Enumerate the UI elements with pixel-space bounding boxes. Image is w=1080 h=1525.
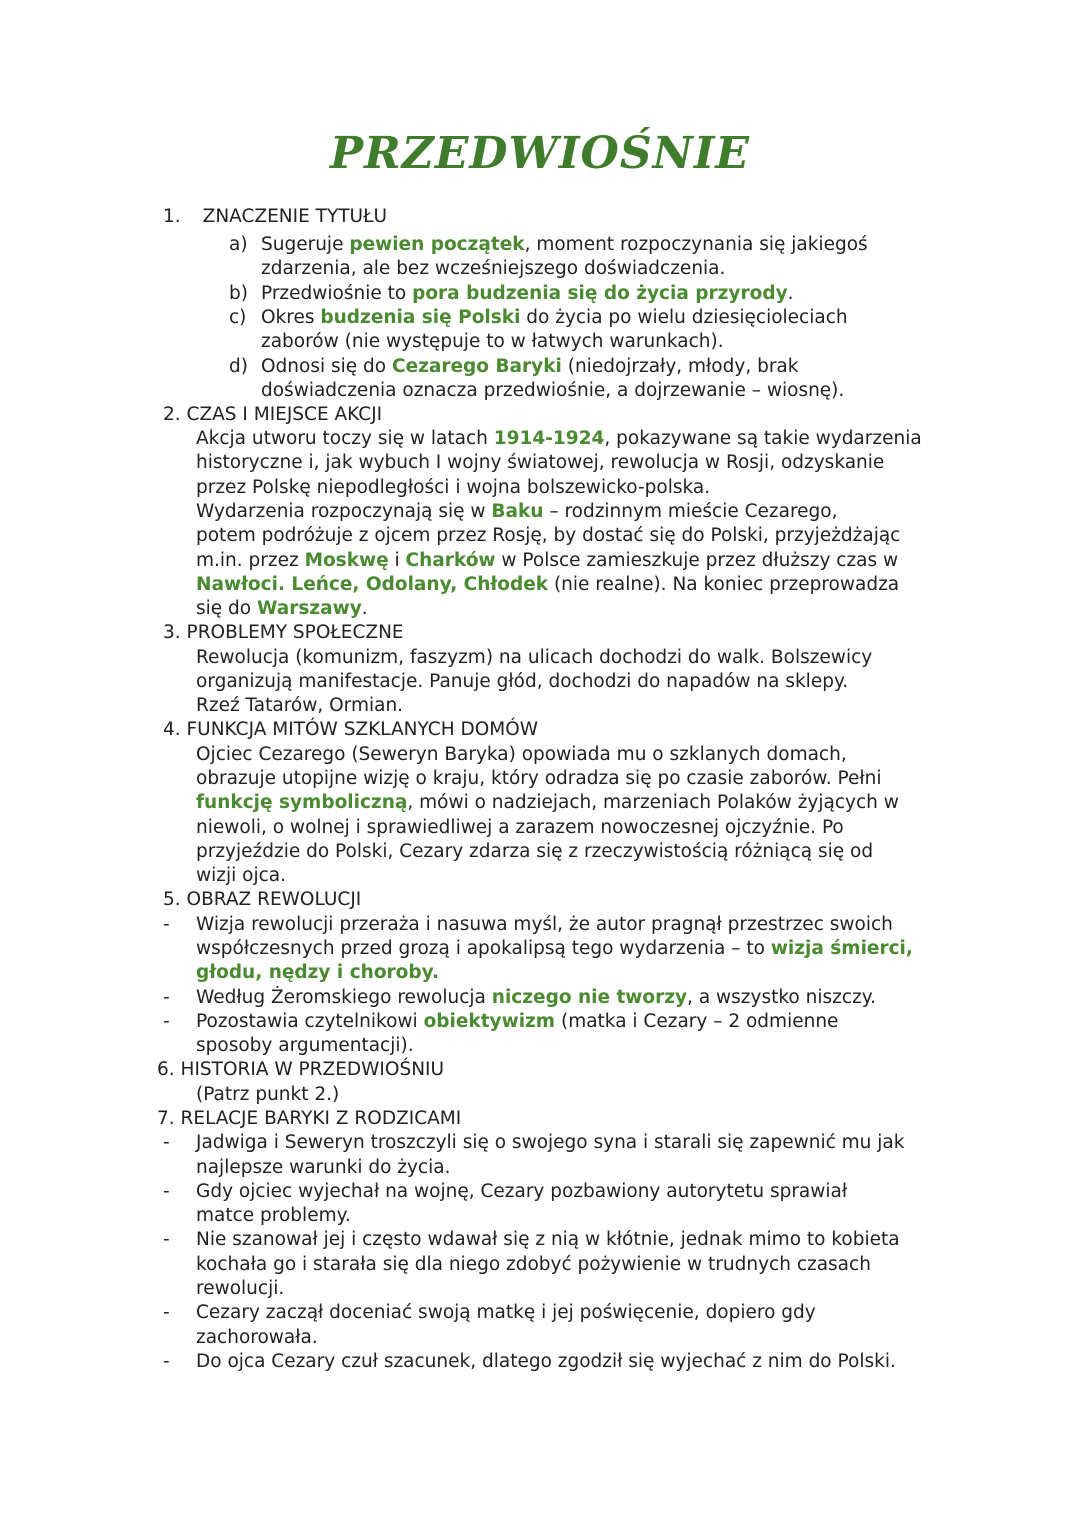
- paragraph-line: [196, 427, 922, 451]
- paragraph-line: obrazuje utopijne wizję o kraju, który odradza się po czasie zaborów. Pełni: [196, 768, 882, 789]
- section-2-heading: 2. CZAS I MIEJSCE AKCJI: [163, 404, 383, 425]
- highlight: Baku: [491, 501, 544, 522]
- bullet-dash: -: [163, 1229, 170, 1250]
- section-5-heading: 5. OBRAZ REWOLUCJI: [163, 889, 362, 910]
- highlight: 1914-1924: [493, 428, 605, 449]
- bullet-text: zachorowała.: [196, 1327, 318, 1348]
- list-item-d-text: [261, 355, 798, 379]
- list-item-d: [229, 355, 248, 379]
- paragraph-line: przyjeździe do Polski, Cezary zdarza się z rzeczywistością różniącą się od: [196, 841, 874, 862]
- section-title: ZNACZENIE TYTUŁU: [202, 206, 388, 227]
- text: Według Żeromskiego rewolucja: [196, 987, 492, 1008]
- bullet-dash: -: [163, 1132, 170, 1153]
- text: , a wszystko niszczy.: [687, 987, 876, 1008]
- bullet-text: najlepsze warunki do życia.: [196, 1157, 451, 1178]
- paragraph-line: Ojciec Cezarego (Seweryn Baryka) opowiada mu o szklanych domach,: [196, 744, 847, 765]
- text: , moment rozpoczynania się jakiegoś: [524, 234, 868, 255]
- list-item-a: [229, 233, 248, 257]
- highlight: Warszawy: [256, 598, 362, 619]
- text: Sugeruje: [261, 234, 350, 255]
- section-number: 1.: [163, 206, 181, 227]
- bullet-dash: -: [163, 987, 170, 1008]
- highlight: budzenia się Polski: [320, 307, 521, 328]
- text: Pozostawia czytelnikowi: [196, 1011, 424, 1032]
- list-item-c: [229, 306, 246, 330]
- list-item-a-line2: zdarzenia, ale bez wcześniejszego doświadczenia.: [261, 258, 726, 279]
- bullet-text: [196, 961, 439, 985]
- section-3-heading: 3. PROBLEMY SPOŁECZNE: [163, 622, 404, 643]
- paragraph-line: wizji ojca.: [196, 865, 286, 886]
- bullet-text: Jadwiga i Seweryn troszczyli się o swojego syna i starali się zapewnić mu jak: [196, 1132, 905, 1153]
- text: się do: [196, 598, 257, 619]
- text: , pokazywane są takie wydarzenia: [604, 428, 922, 449]
- highlight: niczego nie tworzy: [491, 987, 688, 1008]
- list-item-b-text: [261, 282, 794, 306]
- paragraph-line: niewoli, o wolnej i sprawiedliwej a zarazem nowoczesnej ojczyźnie. Po: [196, 817, 844, 838]
- bullet-dash: -: [163, 1351, 170, 1372]
- text: .: [361, 598, 368, 619]
- bullet-text: Wizja rewolucji przeraża i nasuwa myśl, że autor pragnął przestrzec swoich: [196, 914, 893, 935]
- paragraph-line: [196, 573, 899, 597]
- bullet-text: [196, 937, 913, 961]
- bullet-text: Gdy ojciec wyjechał na wojnę, Cezary pozbawiony autorytetu sprawiał: [196, 1181, 848, 1202]
- highlight: pora budzenia się do życia przyrody: [412, 283, 788, 304]
- text: Akcja utworu toczy się w latach: [196, 428, 494, 449]
- text: m.in. przez: [196, 550, 305, 571]
- section-7-heading: 7. RELACJE BARYKI Z RODZICAMI: [157, 1108, 462, 1129]
- highlight: Cezarego Baryki: [392, 356, 562, 377]
- highlight: Nawłoci. Leńce, Odolany, Chłodek: [196, 574, 549, 595]
- paragraph-line: [196, 500, 838, 524]
- item-label: d): [229, 356, 248, 377]
- item-label: b): [229, 283, 248, 304]
- text: współczesnych przed grozą i apokalipsą tego wydarzenia – to: [196, 938, 771, 959]
- bullet-text: [196, 986, 876, 1010]
- bullet-dash: -: [163, 1011, 170, 1032]
- bullet-text: [196, 1010, 838, 1034]
- text: .: [787, 283, 794, 304]
- text: Okres: [261, 307, 321, 328]
- text: Odnosi się do: [261, 356, 392, 377]
- list-item-c-line2: zaborów (nie występuje to w łatwych warunkach).: [261, 331, 724, 352]
- bullet-text: Do ojca Cezary czuł szacunek, dlatego zgodził się wyjechać z nim do Polski.: [196, 1351, 896, 1372]
- list-item-d-line2: doświadczenia oznacza przedwiośnie, a dojrzewanie – wiosnę).: [261, 380, 845, 401]
- text: (niedojrzały, młody, brak: [561, 356, 799, 377]
- text: , mówi o nadziejach, marzeniach Polaków żyjących w: [407, 792, 899, 813]
- bullet-text: kochała go i starała się dla niego zdobyć pożywienie w trudnych czasach: [196, 1254, 871, 1275]
- bullet-text: rewolucji.: [196, 1278, 285, 1299]
- bullet-dash: -: [163, 1181, 170, 1202]
- list-item-b: [229, 282, 248, 306]
- text: i: [388, 550, 406, 571]
- bullet-text: Cezary zaczął doceniać swoją matkę i jej poświęcenie, dopiero gdy: [196, 1302, 816, 1323]
- text: – rodzinnym mieście Cezarego,: [543, 501, 838, 522]
- bullet-text: Nie szanował jej i często wdawał się z nią w kłótnie, jednak mimo to kobieta: [196, 1229, 900, 1250]
- highlight: głodu, nędzy i choroby.: [196, 962, 440, 983]
- highlight: wizja śmierci,: [770, 938, 913, 959]
- text: w Polsce zamieszkuje przez dłuższy czas w: [495, 550, 899, 571]
- list-item-c-text: [261, 306, 848, 330]
- item-label: c): [229, 307, 247, 328]
- item-label: a): [229, 234, 248, 255]
- highlight: Charków: [405, 550, 496, 571]
- text: Wydarzenia rozpoczynają się w: [196, 501, 492, 522]
- highlight: obiektywizm: [423, 1011, 556, 1032]
- document-title: PRZEDWIOŚNIE: [330, 128, 750, 179]
- paragraph-line: przez Polskę niepodległości i wojna bolszewicko-polska.: [196, 477, 711, 498]
- section-1-heading: [163, 205, 387, 229]
- text: do życia po wielu dziesięcioleciach: [520, 307, 848, 328]
- list-item-a-text: [261, 233, 868, 257]
- text: (matka i Cezary – 2 odmienne: [555, 1011, 839, 1032]
- text: Przedwiośnie to: [261, 283, 413, 304]
- paragraph-line: historyczne i, jak wybuch I wojny światowej, rewolucja w Rosji, odzyskanie: [196, 452, 885, 473]
- bullet-dash: -: [163, 1302, 170, 1323]
- paragraph-line: [196, 791, 899, 815]
- section-4-heading: 4. FUNKCJA MITÓW SZKLANYCH DOMÓW: [163, 719, 539, 740]
- bullet-text: sposoby argumentacji).: [196, 1035, 414, 1056]
- bullet-text: matce problemy.: [196, 1205, 351, 1226]
- text: (nie realne). Na koniec przeprowadza: [548, 574, 900, 595]
- section-6-heading: 6. HISTORIA W PRZEDWIOŚNIU: [157, 1059, 445, 1080]
- highlight: pewien początek: [349, 234, 525, 255]
- paragraph-line: Rewolucja (komunizm, faszyzm) na ulicach dochodzi do walk. Bolszewicy: [196, 647, 873, 668]
- highlight: funkcję symboliczną: [196, 792, 408, 813]
- paragraph-line: [196, 549, 898, 573]
- highlight: Moskwę: [304, 550, 389, 571]
- paragraph-line: (Patrz punkt 2.): [196, 1084, 340, 1105]
- paragraph-line: organizują manifestacje. Panuje głód, dochodzi do napadów na sklepy.: [196, 671, 849, 692]
- bullet-dash: -: [163, 914, 170, 935]
- paragraph-line: [196, 597, 368, 621]
- paragraph-line: potem podróżuje z ojcem przez Rosję, by dostać się do Polski, przyjeżdżając: [196, 525, 901, 546]
- paragraph-line: Rzeź Tatarów, Ormian.: [196, 695, 404, 716]
